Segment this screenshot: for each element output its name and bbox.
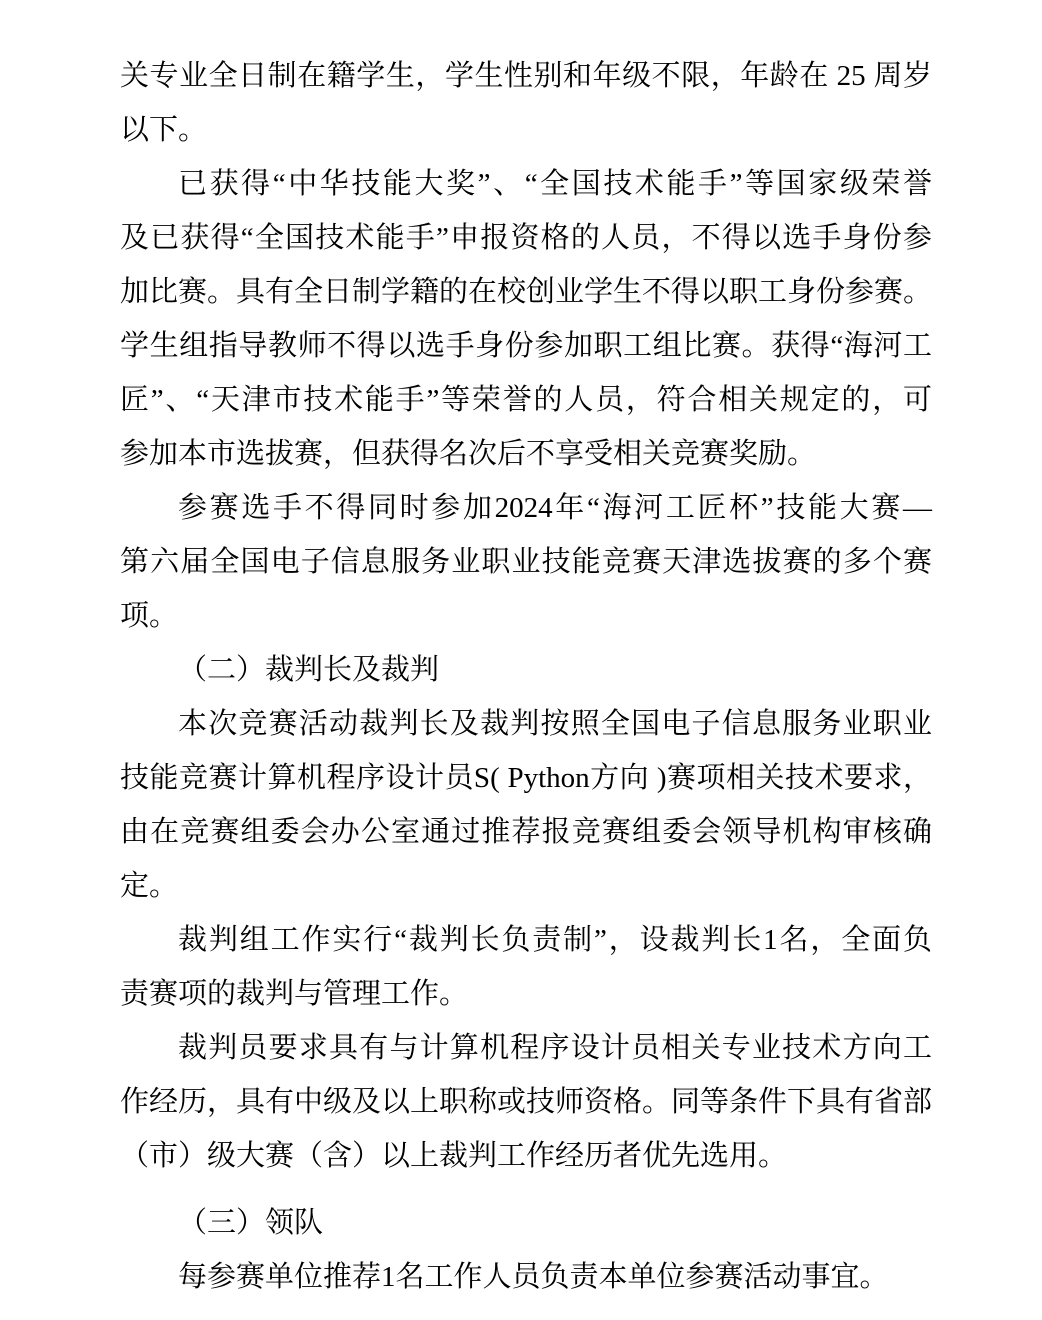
text-line: 已获得“中华技能大奖”、“全国技术能手”等国家级荣誉 (178, 168, 932, 200)
text-line: 以下。 (120, 114, 208, 146)
text-line: 裁判员要求具有与计算机程序设计员相关专业技术方向工 (178, 1032, 932, 1064)
text-line: 参赛选手不得同时参加2024年“海河工匠杯”技能大赛— (178, 492, 932, 524)
text-line: 关专业全日制在籍学生，学生性别和年级不限，年龄在 25 周岁 (120, 60, 932, 92)
text-line: 责赛项的裁判与管理工作。 (120, 978, 469, 1010)
text-line: 第六届全国电子信息服务业职业技能竞赛天津选拔赛的多个赛 (120, 546, 932, 578)
text-line: 本次竞赛活动裁判长及裁判按照全国电子信息服务业职业 (178, 708, 932, 740)
text-line: 加比赛。具有全日制学籍的在校创业学生不得以职工身份参赛。 (120, 276, 933, 308)
text-line: 参加本市选拔赛，但获得名次后不享受相关竞赛奖励。 (120, 438, 817, 470)
text-line: 作经历，具有中级及以上职称或技师资格。同等条件下具有省部 (120, 1086, 933, 1118)
text-line: 由在竞赛组委会办公室通过推荐报竞赛组委会领导机构审核确 (120, 816, 932, 848)
text-line: 及已获得“全国技术能手”申报资格的人员，不得以选手身份参 (120, 222, 932, 254)
text-line: 项。 (120, 600, 179, 632)
section-heading: （二）裁判长及裁判 (178, 654, 440, 686)
text-line: 技能竞赛计算机程序设计员S( Python方向 )赛项相关技术要求， (120, 762, 932, 794)
text-line: 匠”、“天津市技术能手”等荣誉的人员，符合相关规定的，可 (120, 384, 932, 416)
text-line: 学生组指导教师不得以选手身份参加职工组比赛。获得“海河工 (120, 330, 932, 362)
text-line: 定。 (120, 870, 179, 902)
section-heading: （三）领队 (178, 1207, 324, 1239)
text-line: 每参赛单位推荐1名工作人员负责本单位参赛活动事宜。 (178, 1261, 889, 1293)
text-line: 裁判组工作实行“裁判长负责制”，设裁判长1名，全面负 (178, 924, 932, 956)
text-line: （市）级大赛（含）以上裁判工作经历者优先选用。 (120, 1140, 788, 1172)
